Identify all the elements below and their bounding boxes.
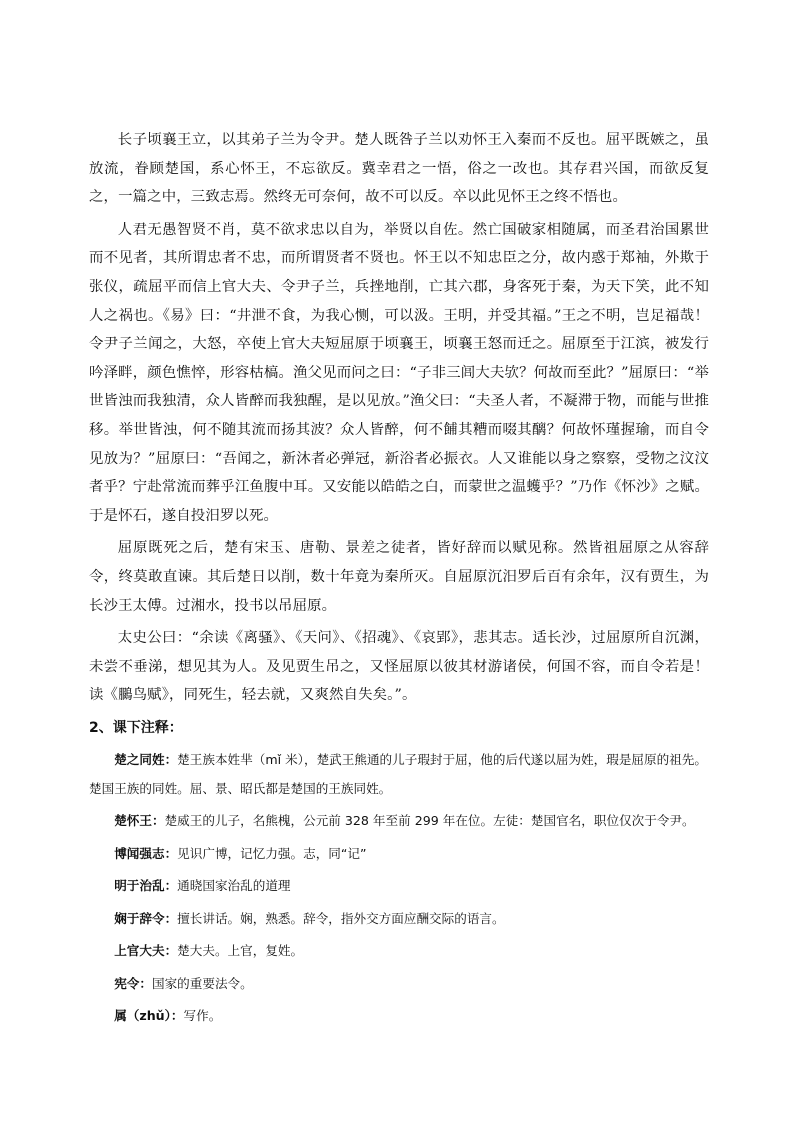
note-item [89, 807, 709, 836]
paragraph-2: 人君无愚智贤不肖，莫不欲求忠以自为，举贤以自佐。然亡国破家相随属，而圣君治国累世而不见者，其所谓忠者不忠，而所谓贤者不贤也。怀王以不知忠臣之分，故内惑于郑袖，外欺于张仪，疏屈平而信上官大夫、令尹子兰，兵挫地削，亡其六郡，身客死于秦，为天下笑，此不知人之祸也。《易》曰：“井泄不食，为我心恻，可以汲。王明，并受其福。”王之不明，岂足福哉！令尹子兰闻之，大怒，卒使上官大夫短屈原于顷襄王，顷襄王怒而迁之。屈原至于江滨，被发行吟泽畔，颜色憔悴，形容枯槁。渔父见而问之曰：“子非三闾大夫欤？何故而至此？”屈原曰：“举世皆浊而我独清，众人皆醉而我独醒，是以见放。”渔父曰：“夫圣人者，不凝滞于物，而能与世推移。举世皆浊，何不随其流而扬其波？众人皆醉，何不餔其糟而啜其醨？何故怀瑾握瑜，而自令见放为？”屈原曰：“吾闻之，新沐者必弹冠，新浴者必振衣。人又谁能以身之察察，受物之汶汶者乎？宁赴常流而葬乎江鱼腹中耳。又安能以皓皓之白，而蒙世之温蠖乎？”乃作《怀沙》之赋。于是怀石，遂自投汨罗以死。 [89, 221, 709, 524]
note-item [89, 905, 709, 934]
note-text: 楚大夫。上官，复姓。 [177, 943, 304, 959]
note-text: 楚威王的儿子，名熊槐，公元前 328 年至前 299 年在位。左徒：楚国官名，职位仅次于令尹。 [164, 813, 695, 829]
note-item [89, 746, 709, 803]
note-term: 明于治乱： [114, 878, 178, 894]
note-term: 上官大夫： [114, 943, 178, 959]
note-text: 通晓国家治乱的道理 [177, 878, 291, 894]
paragraph-4: 太史公曰：“余读《离骚》、《天问》、《招魂》、《哀郢》，悲其志。适长沙，过屈原所自沉渊，未尝不垂涕，想见其为人。及见贾生吊之，又怪屈原以彼其材游诸侯，何国不容，而自令若是！读《鵩鸟赋》，同死生，轻去就，又爽然自失矣。”。 [89, 630, 709, 704]
notes-list [89, 746, 709, 1031]
note-text: 写作。 [183, 1008, 222, 1024]
paragraph-3: 屈原既死之后，楚有宋玉、唐勒、景差之徒者，皆好辞而以赋见称。然皆祖屈原之从容辞令，终莫敢直谏。其后楚日以削，数十年竟为秦所灭。自屈原沉汨罗后百有余年，汉有贾生，为长沙王太傅。过湘水，投书以吊屈原。 [89, 540, 709, 614]
main-text [89, 126, 709, 1035]
note-term: 博闻强志： [114, 845, 178, 861]
note-term: 娴于辞令： [114, 910, 178, 926]
paragraph-1: 长子顷襄王立，以其弟子兰为令尹。楚人既咎子兰以劝怀王入秦而不反也。屈平既嫉之，虽放流，眷顾楚国，系心怀王，不忘欲反。冀幸君之一悟，俗之一改也。其存君兴国，而欲反复之，一篇之中，三致志焉。然终无可奈何，故不可以反。卒以此见怀王之终不悟也。 [89, 132, 709, 206]
note-item [89, 937, 709, 966]
note-text: 楚王族本姓芈（mǐ 米），楚武王熊通的儿子瑕封于屈，他的后代遂以屈为姓，瑕是屈原的祖先。楚国王族的同姓。屈、景、昭氏都是楚国的王族同姓。 [89, 752, 707, 796]
note-item [89, 1002, 709, 1031]
note-item [89, 840, 709, 869]
note-text: 擅长讲话。娴，熟悉。辞令，指外交方面应酬交际的语言。 [177, 910, 505, 926]
note-item [89, 970, 709, 999]
notes-heading: 2、课下注释： [89, 719, 183, 736]
note-item [89, 872, 709, 901]
note-term: 属（zhǔ）： [114, 1008, 184, 1024]
note-text: 见识广博，记忆力强。志，同“记” [177, 845, 367, 861]
note-text: 国家的重要法令。 [151, 975, 253, 991]
note-term: 楚怀王： [114, 813, 165, 829]
note-term: 楚之同姓： [114, 752, 178, 768]
note-term: 宪令： [114, 975, 152, 991]
